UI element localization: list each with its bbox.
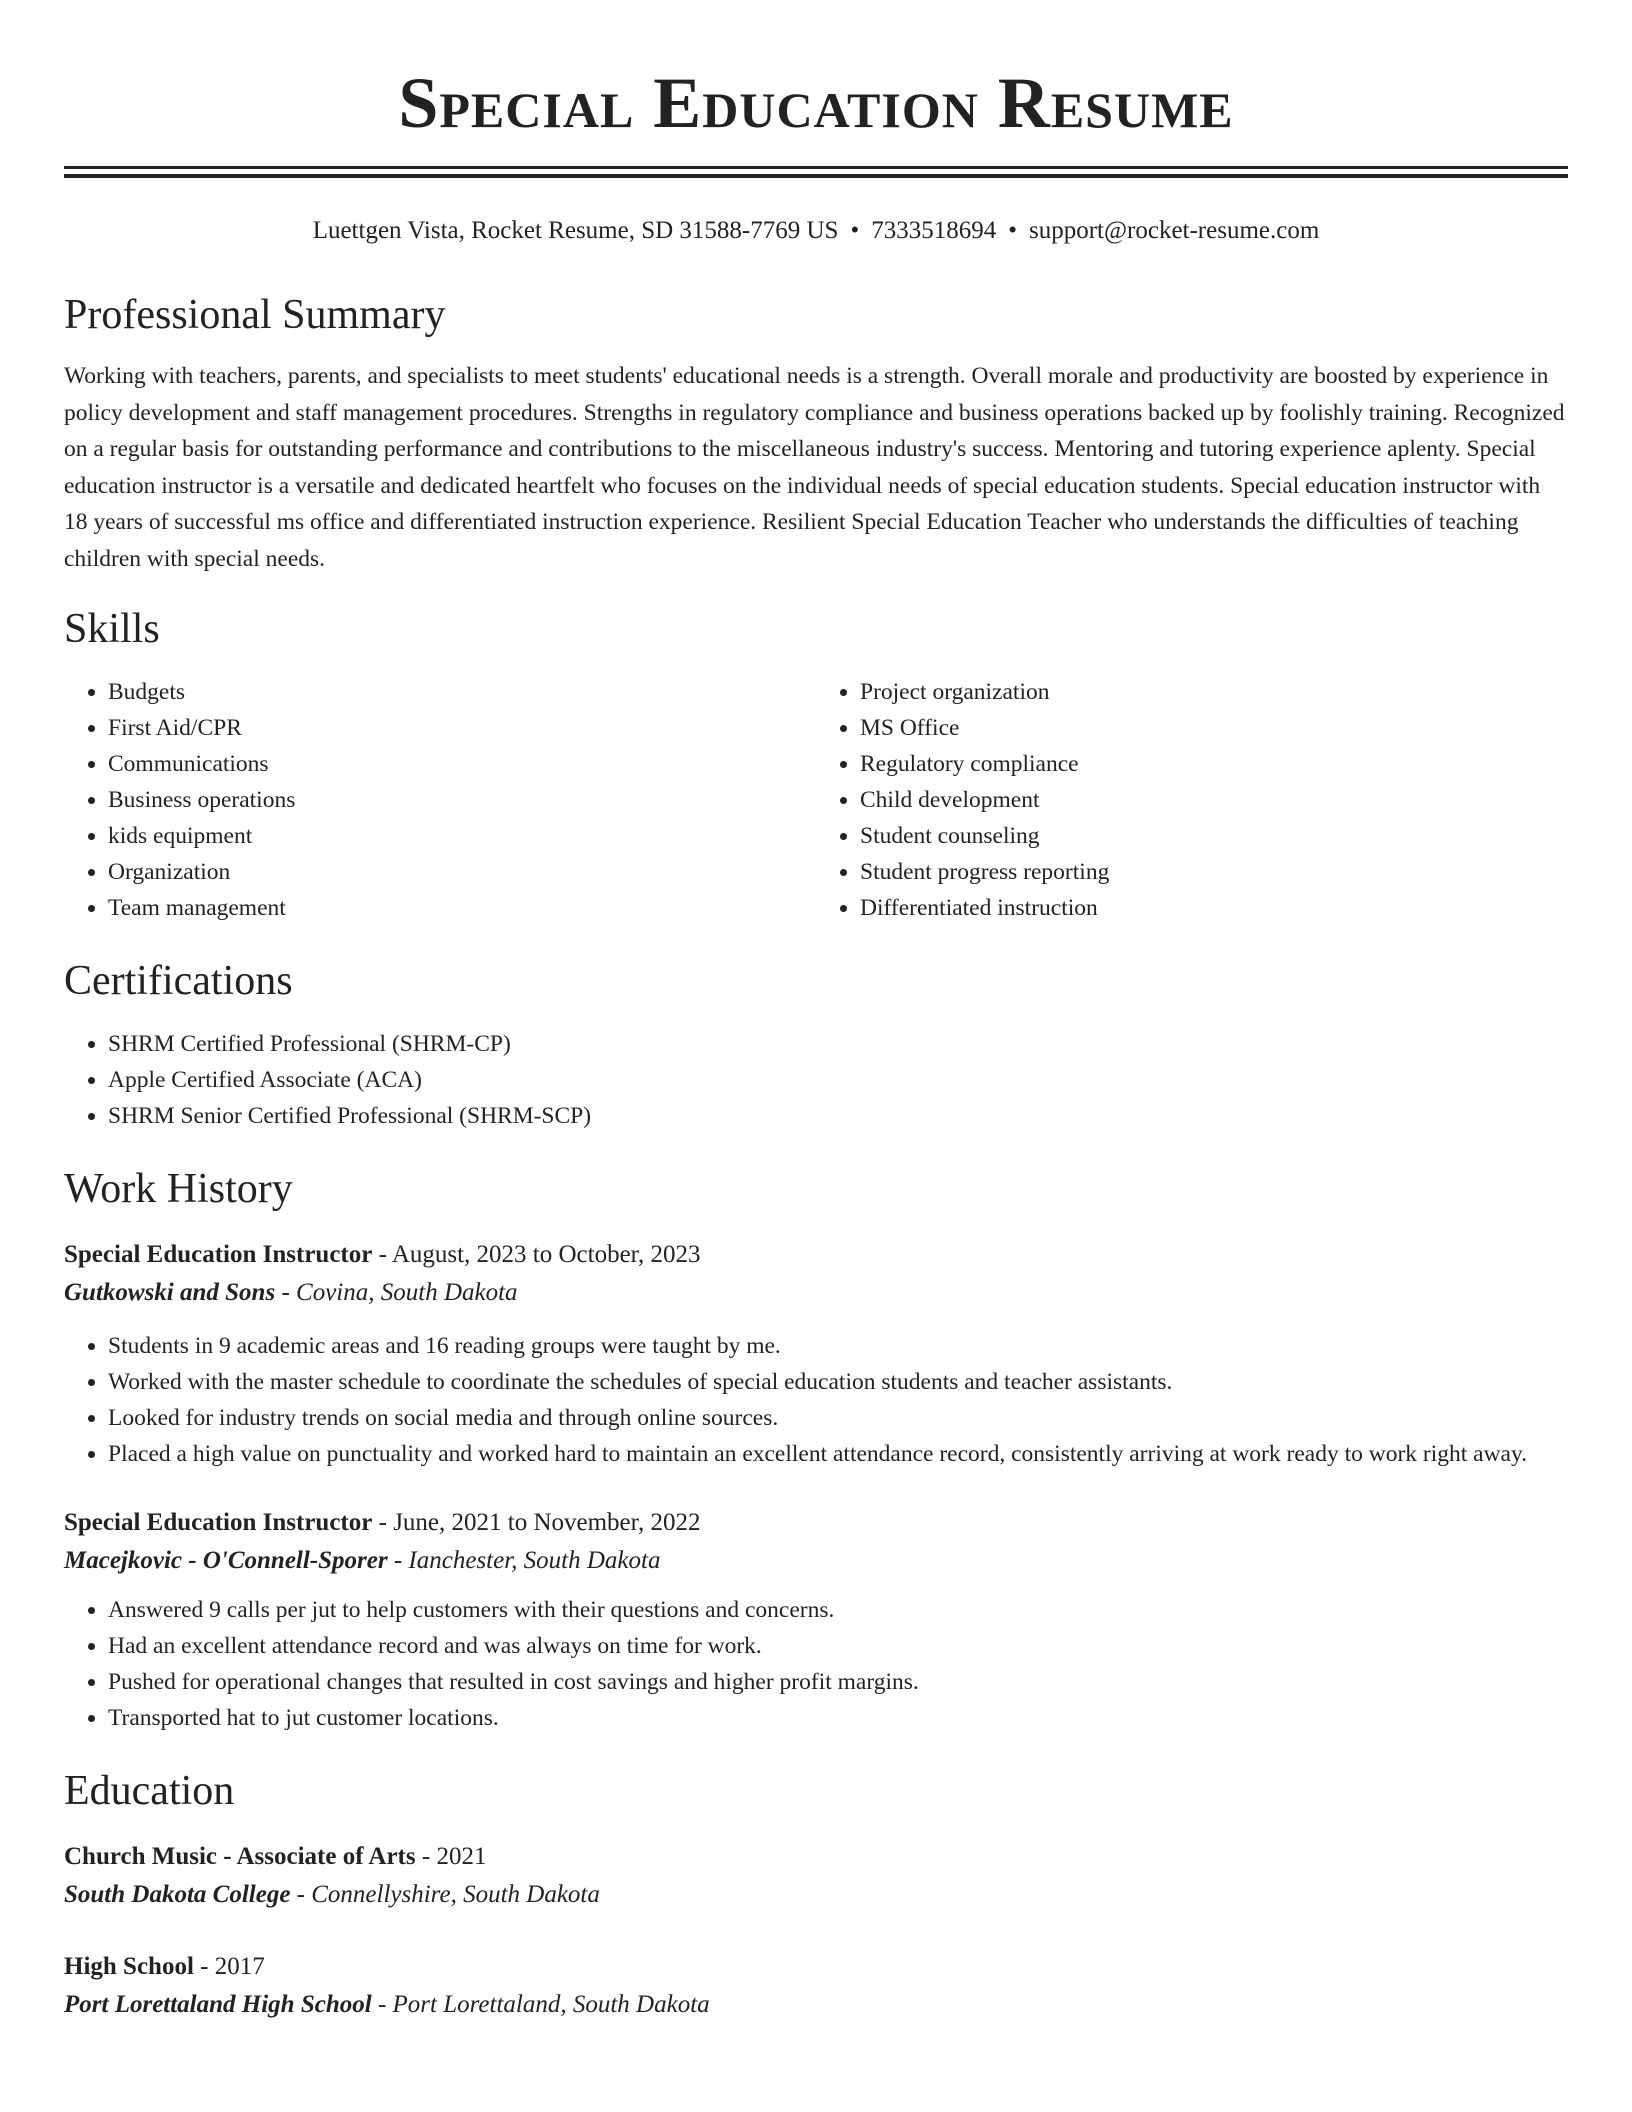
job-bullets (64, 1328, 1568, 1472)
job-dates: June, 2021 to November, 2022 (393, 1508, 701, 1536)
job-title: Special Education Instructor (64, 1240, 373, 1268)
resume-title: Special Education Resume (398, 63, 1234, 143)
job-company-line: Macejkovic - O'Connell-Sporer - Ianchester, South Dakota (64, 1546, 661, 1574)
skill-item: • Team management (108, 890, 816, 926)
contact-line (64, 214, 1568, 248)
skill-item: • First Aid/CPR (108, 710, 816, 746)
job-company-line: Gutkowski and Sons - Covina, South Dakota (64, 1278, 518, 1306)
education-degree-line: High School - 2017 (64, 1952, 265, 1980)
education-location: Connellyshire, South Dakota (311, 1880, 600, 1908)
education-entry (64, 1838, 1568, 1914)
job-location: Ianchester, South Dakota (408, 1546, 661, 1574)
education-school-line: Port Lorettaland High School - Port Lorettaland, South Dakota (64, 1990, 710, 2018)
skills-list-right (816, 674, 1568, 926)
education-degree: Church Music - Associate of Arts (64, 1842, 416, 1870)
skill-item: • Child development (860, 782, 1568, 818)
work-history-heading: Work History (64, 1165, 293, 1212)
education-school: South Dakota College (64, 1880, 291, 1908)
summary-heading: Professional Summary (64, 292, 446, 338)
certification-item: • SHRM Certified Professional (SHRM-CP) (108, 1026, 1568, 1062)
job-dates: August, 2023 to October, 2023 (391, 1240, 701, 1268)
job-title: Special Education Instructor (64, 1508, 373, 1536)
education-year: 2017 (214, 1952, 265, 1980)
certification-item: • Apple Certified Associate (ACA) (108, 1062, 1568, 1098)
skill-item: • Differentiated instruction (860, 890, 1568, 926)
skill-item: • kids equipment (108, 818, 816, 854)
contact-separator: • (850, 217, 860, 244)
job-company: Gutkowski and Sons (64, 1278, 276, 1306)
job-bullet: • Looked for industry trends on social media and through online sources. (108, 1400, 1568, 1436)
skill-item: • MS Office (860, 710, 1568, 746)
summary-text: Working with teachers, parents, and specialists to meet students' educational needs is a strength. Overall morale and productivity are boosted by experience in policy development and staff management procedures. Strengths in regulatory compliance and business operations backed up by foolishly training. Recognized on a regular basis for outstanding performance and contributions to the miscellaneous industry's success. Mentoring and tutoring experience aplenty. Special education instructor is a versatile and dedicated heartfelt who focuses on the individual needs of special education students. Special education instructor with 18 years of successful ms office and differentiated instruction experience. Resilient Special Education Teacher who understands the difficulties of teaching children with special needs. (64, 363, 1565, 572)
education-location: Port Lorettaland, South Dakota (392, 1990, 710, 2018)
certifications-heading: Certifications (64, 957, 293, 1004)
job-bullet: • Had an excellent attendance record and was always on time for work. (108, 1628, 1568, 1664)
education-degree: High School (64, 1952, 194, 1980)
job-entry (64, 1504, 1568, 1736)
skill-item: • Organization (108, 854, 816, 890)
title-rule-top (64, 166, 1568, 169)
contact-email: support@rocket-resume.com (1029, 217, 1320, 244)
education-school-line: South Dakota College - Connellyshire, South Dakota (64, 1880, 600, 1908)
skill-item: • Budgets (108, 674, 816, 710)
skill-item: • Communications (108, 746, 816, 782)
job-title-line: Special Education Instructor - August, 2023 to October, 2023 (64, 1240, 701, 1268)
certifications-list (64, 1026, 1568, 1134)
contact-separator: • (1008, 217, 1017, 244)
skills-heading: Skills (64, 605, 160, 652)
skills-list-left (64, 674, 816, 926)
education-school: Port Lorettaland High School (64, 1990, 372, 2018)
job-bullet: • Worked with the master schedule to coordinate the schedules of special education students and teacher assistants. (108, 1364, 1568, 1400)
certification-item: • SHRM Senior Certified Professional (SHRM-SCP) (108, 1098, 1568, 1134)
education-degree-line: Church Music - Associate of Arts - 2021 (64, 1842, 487, 1870)
job-bullet: • Placed a high value on punctuality and worked hard to maintain an excellent attendance record, consistently arriving at work ready to work right away. (108, 1436, 1568, 1472)
education-year: 2021 (436, 1842, 487, 1870)
title-rule-bottom (64, 174, 1568, 178)
contact-address: Luettgen Vista, Rocket Resume, SD 31588-7769 US (312, 217, 839, 244)
skill-item: • Student counseling (860, 818, 1568, 854)
skill-item: • Student progress reporting (860, 854, 1568, 890)
skill-item: • Project organization (860, 674, 1568, 710)
skill-item: • Business operations (108, 782, 816, 818)
job-bullet: • Students in 9 academic areas and 16 reading groups were taught by me. (108, 1328, 1568, 1364)
job-location: Covina, South Dakota (296, 1278, 518, 1306)
job-bullet: • Answered 9 calls per jut to help customers with their questions and concerns. (108, 1592, 1568, 1628)
education-heading: Education (64, 1767, 235, 1814)
job-bullet: • Transported hat to jut customer locations. (108, 1700, 1568, 1736)
skill-item: • Regulatory compliance (860, 746, 1568, 782)
job-bullets (64, 1592, 1568, 1736)
job-entry (64, 1236, 1568, 1472)
job-bullet: • Pushed for operational changes that resulted in cost savings and higher profit margins. (108, 1664, 1568, 1700)
skills-columns (64, 674, 1568, 926)
contact-phone: 7333518694 (871, 217, 997, 244)
job-company: Macejkovic - O'Connell-Sporer (64, 1546, 388, 1574)
education-entry (64, 1948, 1568, 2024)
job-title-line: Special Education Instructor - June, 2021 to November, 2022 (64, 1508, 701, 1536)
